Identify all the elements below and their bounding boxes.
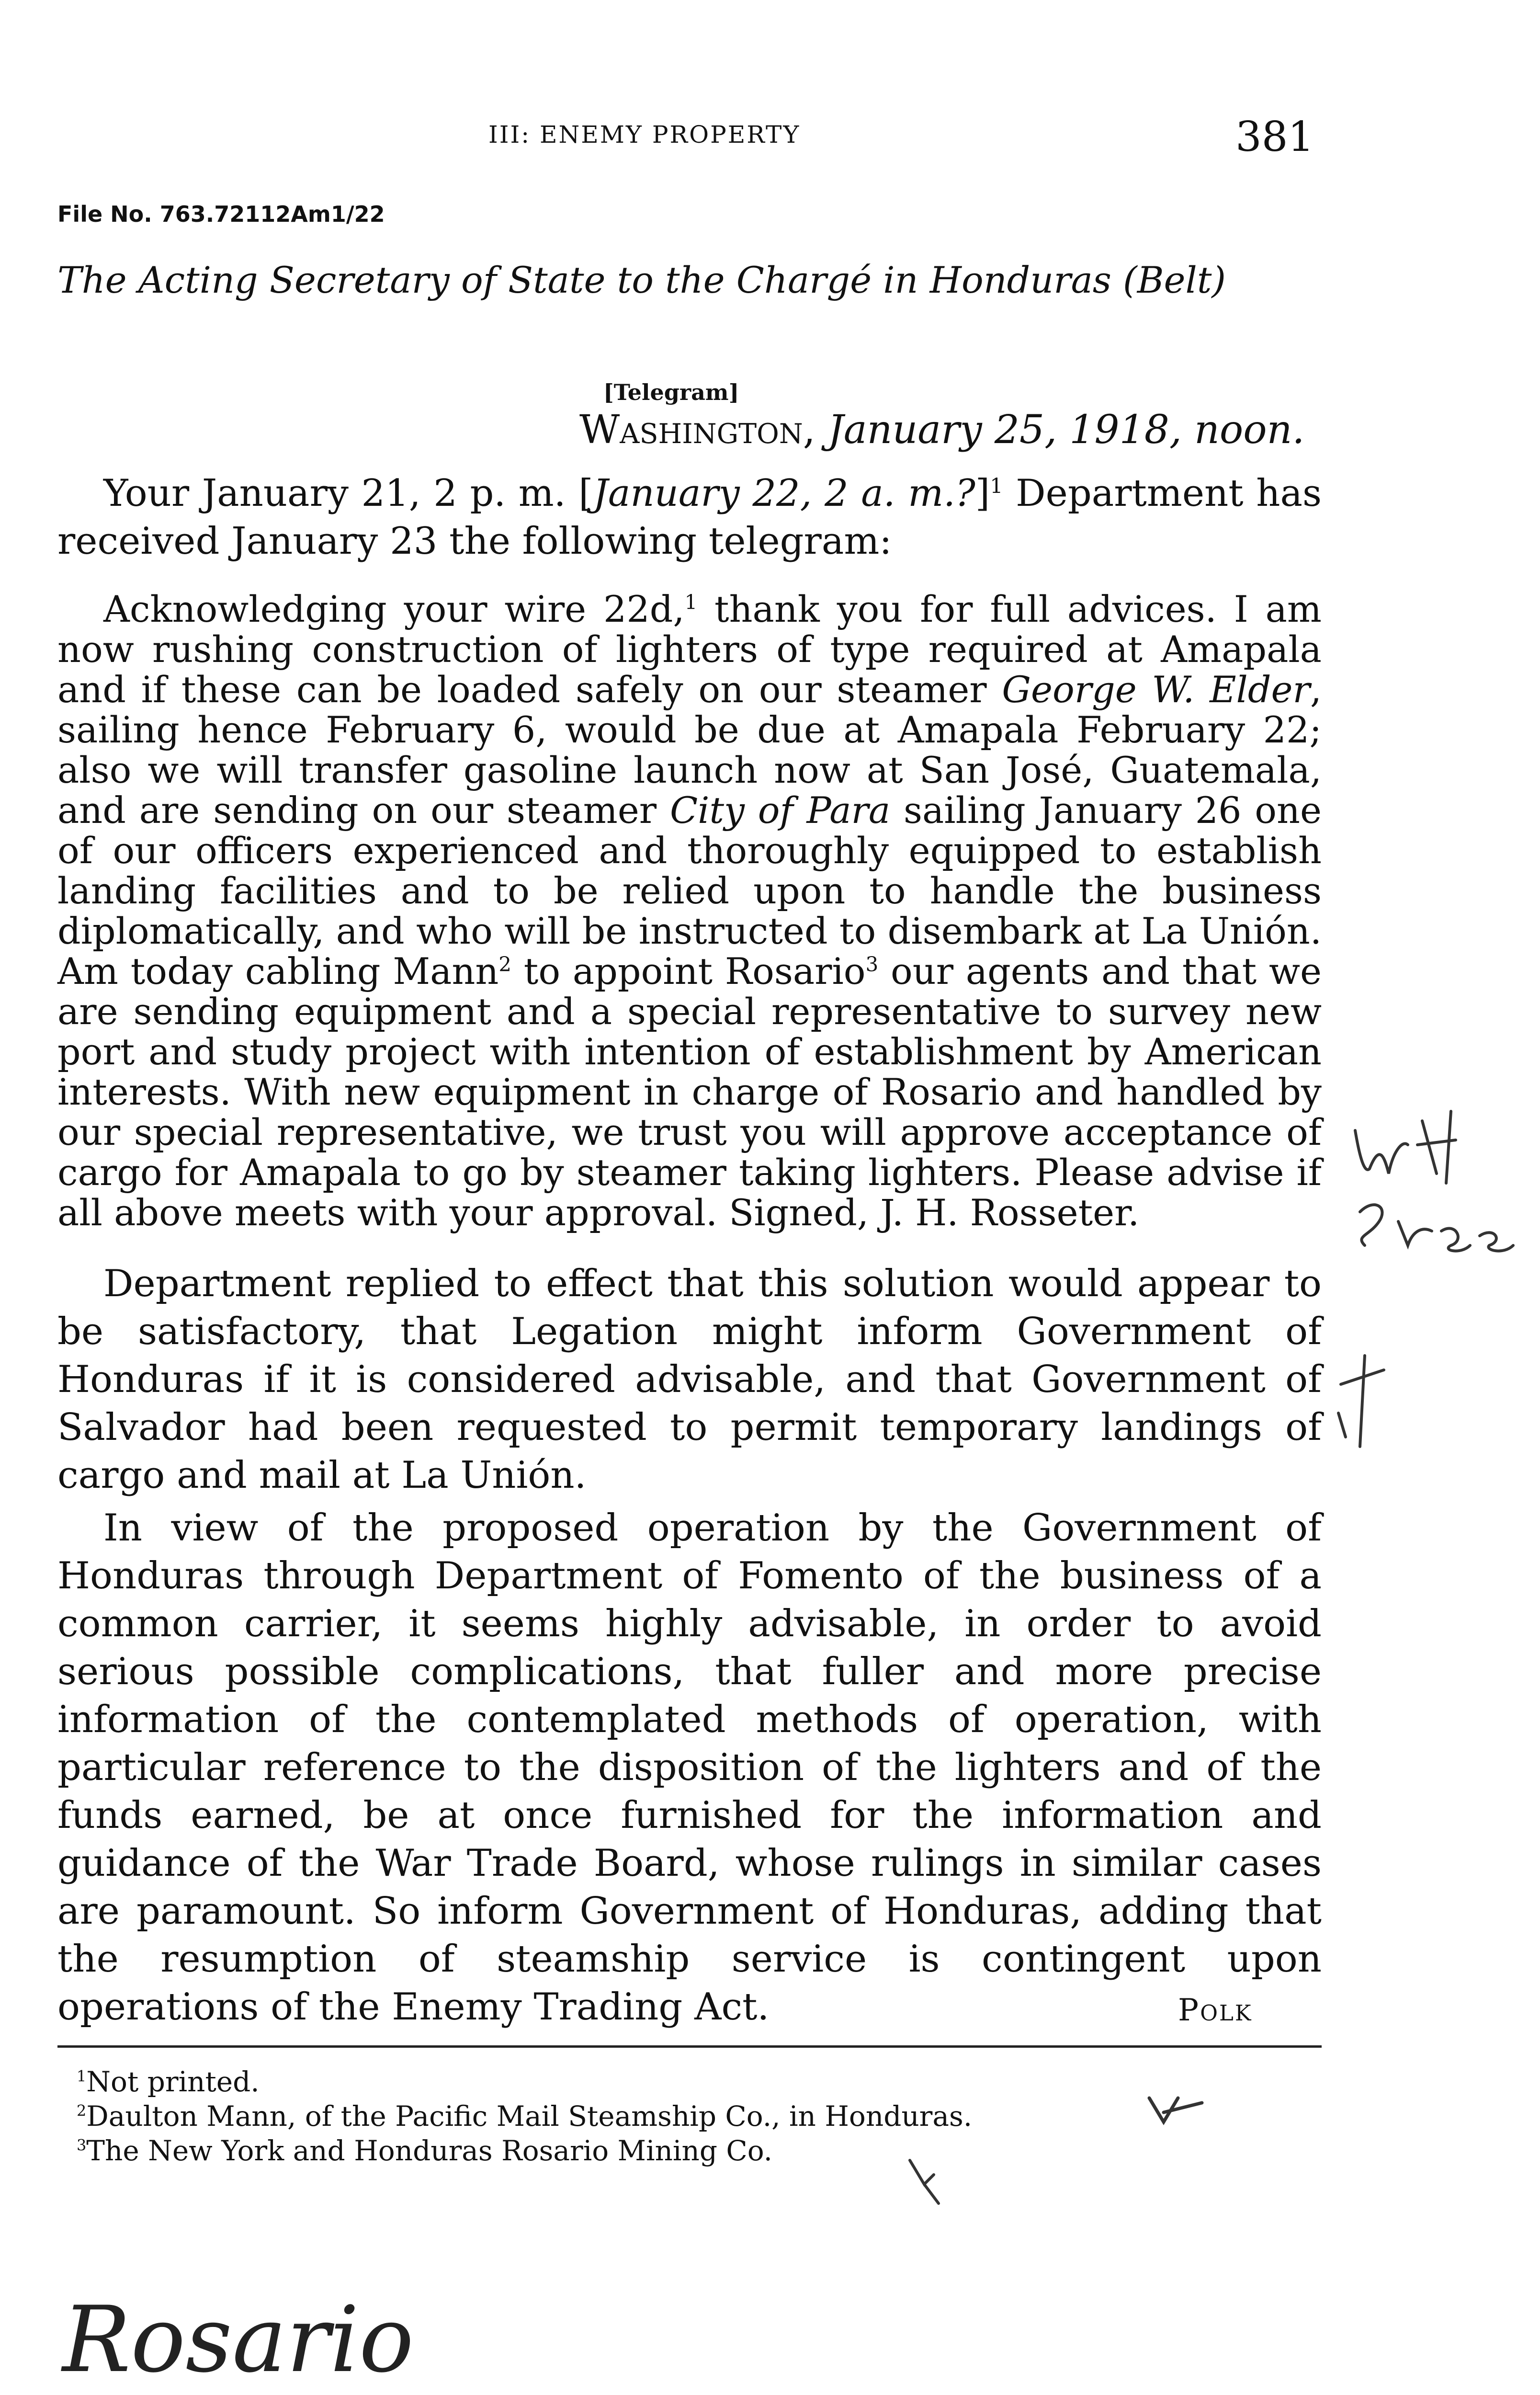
quote-text-4: sailing January 26 one of our officers experienced and thoroughly equipped to establish landing facilities and to be relied upon to handle the business diplomatically, and who will be instructed to disembark at La Unión. Am today cabling Mann — [57, 789, 1322, 992]
footnote-ref: 2 — [498, 952, 511, 976]
margin-handwriting-mark — [1341, 1102, 1523, 1293]
paragraph-instructions: In view of the proposed operation by the Government of Honduras through Department of Fomento of the business of a common carrier, it seems highly advisable, in order to avoid serious possible complications, that fuller and more precise information of the contemplated methods of operation, with particular reference to the disposition of the lighters and of the funds earned, be at once furnished for the information and guidance of the War Trade Board, whose rulings in similar cases are paramount. So inform Government of Honduras, adding that the resumption of steamship service is contingent upon operations of the Enemy Trading Act. — [57, 1506, 1322, 2029]
quote-text-3: , sailing hence February 6, would be due at Amapala February 22; also we will transfer gasoline launch now at San José, Guatemala, and are sending on our steamer — [57, 668, 1322, 832]
intro-text-3: Department has received January 23 the following telegram: — [57, 472, 1322, 563]
file-number: File No. 763.72112Am1/22 — [57, 201, 385, 227]
dateline-place: Washington, — [579, 407, 815, 453]
handwritten-annotation — [57, 2280, 450, 2395]
footnote: $^3$The New York and Honduras Rosario Mining Co. — [77, 2134, 773, 2167]
ship-name: George W. Elder — [1002, 668, 1310, 711]
intro-text-1: Your January 21, 2 p. m. [ — [103, 472, 593, 515]
dateline — [579, 407, 1304, 453]
document-type: [Telegram] — [603, 379, 739, 405]
document-title: The Acting Secretary of State to the Chargé in Honduras (Belt) — [57, 259, 1226, 301]
footnote-divider — [57, 2045, 1322, 2048]
svg-text:Rosario: Rosario — [62, 2287, 414, 2393]
handwriting-rosario — [57, 2280, 450, 2395]
tick-mark — [1144, 2088, 1212, 2136]
quoted-telegram — [57, 589, 1322, 1233]
intro-text-2: ] — [975, 472, 990, 515]
signature: Polk — [1178, 1993, 1253, 2028]
dateline-date: January 25, 1918, noon. — [827, 407, 1305, 453]
intro-italic: January 22, 2 a. m.? — [593, 472, 975, 515]
page-number: 381 — [1235, 113, 1314, 161]
quote-text-1: Acknowledging your wire 22d, — [103, 588, 685, 630]
ship-name: City of Para — [669, 789, 891, 832]
paragraph-department-reply: Department replied to effect that this solution would appear to be satisfactory, that Legation might inform Government of Honduras if it is considered advisable, and that Government of Salvador had been requested to permit temporary landings of cargo and mail at La Unión. — [57, 1262, 1322, 1497]
footnotes — [77, 2064, 1322, 2168]
footnote: $^2$Daulton Mann, of the Pacific Mail Steamship Co., in Honduras. — [77, 2100, 973, 2133]
tick-mark — [900, 2156, 948, 2208]
footnote-ref: 1 — [990, 474, 1003, 498]
footnote-ref: 1 — [684, 590, 698, 614]
footnote: $^1$Not printed. — [77, 2065, 260, 2098]
margin-check-mark — [1331, 1351, 1389, 1456]
intro-paragraph — [57, 469, 1322, 565]
quote-text-6: our agents and that we are sending equipment and a special representative to survey new port and study project with intention of establishment by American interests. With new equipment in charge of Rosario and handled by our special representative, we trust you will approve acceptance of cargo for Amapala to go by steamer taking lighters. Please advise if all above meets with your approval. Signed, J. H. Rosseter. — [57, 950, 1322, 1234]
running-head: III: ENEMY PROPERTY — [488, 121, 801, 148]
footnote-ref: 3 — [865, 952, 879, 976]
quote-text-2: thank you for full advices. I am now rushing construction of lighters of type required at Amapala and if these can be loaded safely on our steamer — [57, 588, 1322, 711]
quote-text-5: to appoint Rosario — [511, 950, 866, 992]
